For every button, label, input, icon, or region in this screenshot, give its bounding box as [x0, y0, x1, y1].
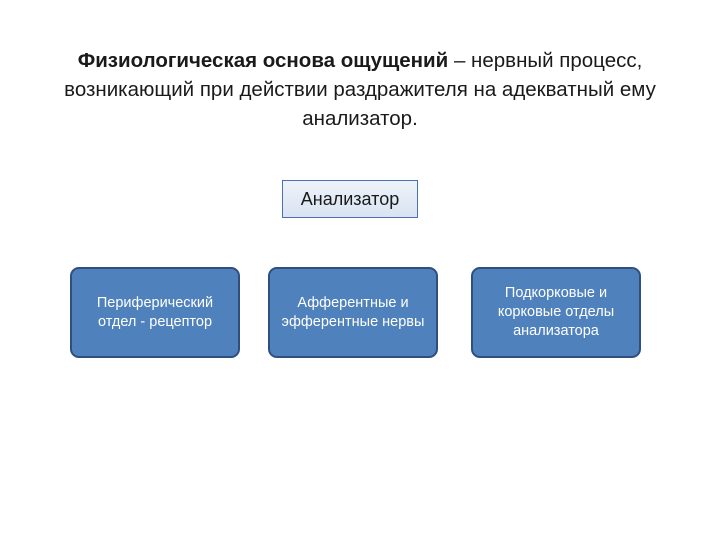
- analyzer-box: [282, 180, 418, 218]
- node-cortical-sections: [471, 267, 641, 358]
- slide-title: [40, 46, 680, 133]
- title-term: Физиологическая основа ощущений: [77, 49, 449, 72]
- title-definition: – нервный процесс, возникающий при действии раздражителя на адекватный ему анализатор.: [64, 49, 656, 130]
- node-afferent-efferent-nerves: [268, 267, 438, 358]
- node-label: Подкорковые и корковые отделы анализатора: [497, 285, 615, 339]
- node-label: Периферический отдел - рецептор: [96, 294, 214, 330]
- analyzer-label: Анализатор: [300, 188, 400, 209]
- node-peripheral-receptor: [70, 267, 240, 358]
- node-label: Афферентные и эфферентные нервы: [281, 294, 425, 330]
